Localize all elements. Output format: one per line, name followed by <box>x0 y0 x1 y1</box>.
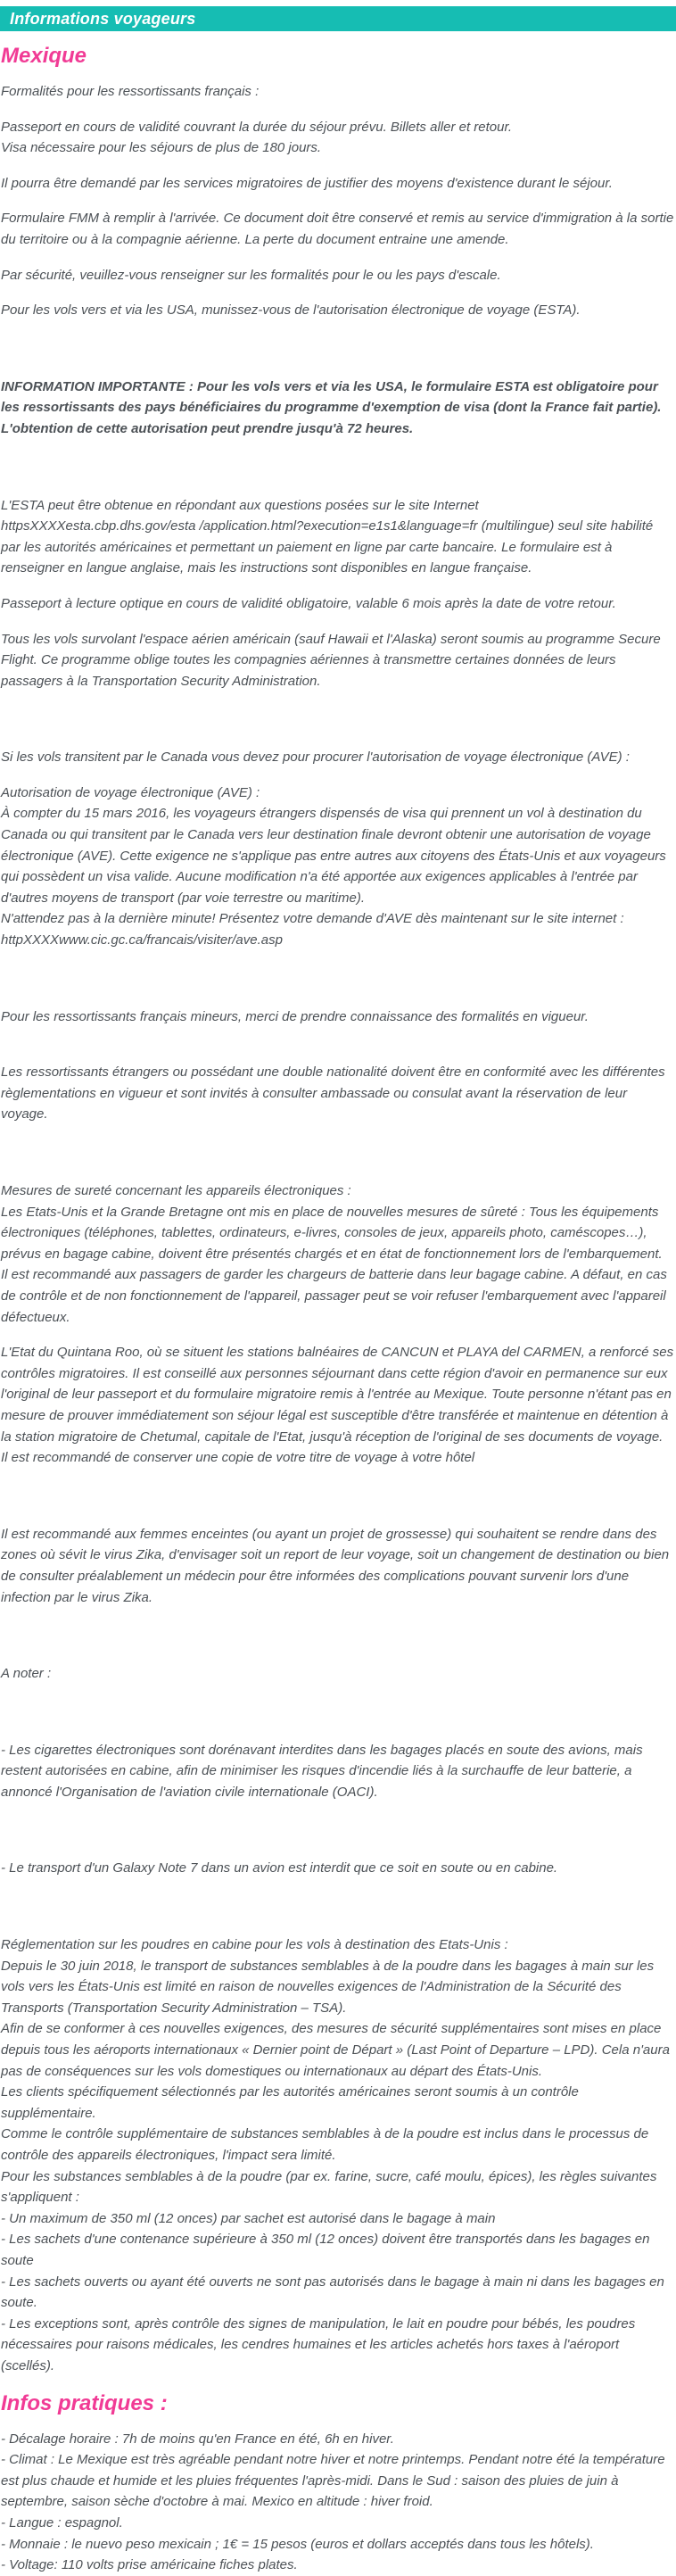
text-line: Pour les substances semblables à de la poudre (par ex. farine, sucre, café moulu, épices), les règles suivantes s'appliquent : <box>1 2168 657 2206</box>
text-line: Pour les ressortissants français mineurs, merci de prendre connaissance des formalités en vigueur. <box>1 1008 589 1024</box>
text-line: - Climat : Le Mexique est très agréable pendant notre hiver et notre printemps. Pendant notre été la température est plus chaude et humide et les pluies fréquentes l'après-midi. Dans le Sud : saison des pluies de juin à septembre, saison sèche d'octobre à mai. Mexico en altitude : hiver froid. <box>1 2452 665 2510</box>
paragraph-spacer <box>1 1483 674 1503</box>
paragraph <box>1 1934 674 2376</box>
text-line: - Un maximum de 350 ml (12 onces) par sachet est autorisé dans le bagage à main <box>1 2210 496 2226</box>
paragraph-spacer <box>1 965 674 986</box>
text-line: N'attendez pas à la dernière minute! Présentez votre demande d'AVE dès maintenant sur le site internet : httpXXXXwww.cic.gc.ca/francais/visiter/ave.asp <box>1 911 624 948</box>
text-line: Comme le contrôle supplémentaire de substances semblables à de la poudre est inclus dans le processus de contrôle des appareils électroniques, l'impact sera limité. <box>1 2126 649 2163</box>
text-line: - Les sachets ouverts ou ayant été ouverts ne sont pas autorisés dans le bagage à main ni dans les bagages en soute. <box>1 2274 664 2311</box>
paragraph-spacer <box>1 356 674 377</box>
paragraph-spacer <box>1 1914 674 1934</box>
text-line: Il est recommandé de conserver une copie de votre titre de voyage à votre hôtel <box>1 1450 475 1466</box>
text-line: - Les cigarettes électroniques sont dorénavant interdites dans les bagages placés en soute des avions, mais restent autorisées en cabine, afin de minimiser les risques d'incendie liés à la surchauffe de leur batterie, a annoncé l'Organisation de l'aviation civile internationale (OACI). <box>1 1742 643 1800</box>
paragraph <box>1 117 674 159</box>
text-line: Formulaire FMM à remplir à l'arrivée. Ce document doit être conservé et remis au service d'immigration à la sortie du territoire ou à la compagnie aérienne. La perte du document entraine une amende. <box>1 211 674 247</box>
text-line: L'ESTA peut être obtenue en répondant aux questions posées sur le site Internet httpsXXXXesta.cbp.dhs.gov/esta /application.html?execution=e1s1&language=fr (multilingue) seul site habilité par les autorités américaines et permettant un paiement en ligne par carte bancaire. Le formulaire est à renseigner en langue anglaise, mais les instructions sont disponibles en langue française. <box>1 497 654 576</box>
paragraph <box>1 2429 674 2576</box>
paragraph-spacer <box>1 1893 674 1914</box>
paragraph-spacer <box>1 335 674 356</box>
paragraph <box>1 747 674 768</box>
paragraph-spacer <box>1 1139 674 1160</box>
text-line: Les clients spécifiquement sélectionnés par les autorités américaines seront soumis à un contrôle supplémentaire. <box>1 2084 579 2121</box>
text-line: Mesures de sureté concernant les appareils électroniques : <box>1 1183 351 1198</box>
paragraph-spacer <box>1 1160 674 1180</box>
text-line: Passeport à lecture optique en cours de validité obligatoire, valable 6 mois après la date de votre retour. <box>1 595 616 611</box>
page-title: Informations voyageurs <box>10 9 196 28</box>
paragraph <box>1 1524 674 1608</box>
text-line: Autorisation de voyage électronique (AVE) : <box>1 784 260 800</box>
paragraph <box>1 81 674 103</box>
paragraph <box>1 1342 674 1469</box>
paragraph <box>1 208 674 250</box>
paragraph <box>1 1062 674 1125</box>
text-line: - Monnaie : le nuevo peso mexicain ; 1€ = 15 pesos (euros et dollars acceptés dans tous les hôtels). <box>1 2536 594 2552</box>
paragraph-spacer <box>1 706 674 726</box>
text-line: Visa nécessaire pour les séjours de plus de 180 jours. <box>1 140 322 156</box>
paragraph <box>1 1180 674 1328</box>
paragraph <box>1 1006 674 1028</box>
content-area <box>0 31 676 2576</box>
paragraph <box>1 783 674 951</box>
text-line: Par sécurité, veuillez-vous renseigner sur les formalités pour le ou les pays d'escale. <box>1 267 501 283</box>
paragraph-spacer <box>1 1643 674 1663</box>
text-line: Depuis le 30 juin 2018, le transport de substances semblables à de la poudre dans les bagages à main sur les vols vers les États-Unis est limité en raison de nouvelles exigences de l'Administration de la Sécurité des Transports (Transportation Security Administration – TSA). <box>1 1958 655 2016</box>
text-line: Si les vols transitent par le Canada vous devez pour procurer l'autorisation de voyage électronique (AVE) : <box>1 750 630 766</box>
text-line: Pour les vols vers et via les USA, munissez-vous de l'autorisation électronique de voyage (ESTA). <box>1 302 581 319</box>
section-heading: Infos pratiques : <box>1 2390 168 2415</box>
text-line: À compter du 15 mars 2016, les voyageurs étrangers dispensés de visa qui prennent un vol à destination du Canada ou qui transitent par le Canada vers leur destination finale devront obtenir une autorisation de voyage électronique (AVE). Cette exigence ne s'applique pas entre autres aux citoyens des États-Unis et aux voyageurs qui possèdent un visa valide. Aucune modification n'a été apportée aux exigences applicables à l'entrée par d'autres moyens de transport (par voie terrestre ou maritime). <box>1 806 666 906</box>
text-line: Tous les vols survolant l'espace aérien américain (sauf Hawaii et l'Alaska) seront soumis au programme Secure Flight. Ce programme oblige toutes les compagnies aériennes à transmettre certaines données de leurs passagers à la Transportation Security Administration. <box>1 631 661 689</box>
text-line: A noter : <box>1 1666 52 1682</box>
paragraph <box>1 1740 674 1803</box>
text-line: Il est recommandé aux passagers de garder les chargeurs de batterie dans leur bagage cabine. A défaut, en cas de contrôle et de non fonctionnement de l'appareil, passager peut se voir refuser l'embarquement avec l'appareil défectueux. <box>1 1267 667 1325</box>
text-line: - Langue : espagnol. <box>1 2514 123 2530</box>
paragraph <box>1 495 674 579</box>
text-line: - Les sachets d'une contenance supérieure à 350 ml (12 onces) doivent être transportés dans les bagages en soute <box>1 2232 650 2268</box>
text-line: L'Etat du Quintana Roo, où se situent les stations balnéaires de CANCUN et PLAYA del CARMEN, a renforcé ses contrôles migratoires. Il est conseillé aux personnes séjournant dans cette région d'avoir en permanence sur eux l'original de leur passeport et du formulaire migratoire remis à l'entrée au Mexique. Toute personne n'étant pas en mesure de prouver immédiatement son séjour légal est susceptible d'être transférée et maintenue en détention à la station migratoire de Chetumal, capitale de l'Etat, jusqu'à réception de l'original de ses documents de voyage. <box>1 1345 674 1445</box>
paragraph-spacer <box>1 1837 674 1858</box>
section-heading: Mexique <box>1 44 87 68</box>
page-title-bar <box>0 6 676 31</box>
paragraph <box>1 1663 674 1685</box>
paragraph <box>1 629 674 692</box>
paragraph-spacer <box>1 986 674 1006</box>
text-line: Les Etats-Unis et la Grande Bretagne ont mis en place de nouvelles mesures de sûreté : Tous les équipements électroniques (téléphones, tablettes, ordinateurs, e-livres, consoles de jeux, appareils photo, caméscopes…), prévus en bagage cabine, doivent être présentés chargés et en état de fonctionnement lors de l'embarquement. <box>1 1204 663 1262</box>
paragraph-spacer <box>1 1622 674 1643</box>
paragraph-spacer <box>1 1041 674 1062</box>
paragraph <box>1 173 674 195</box>
text-line: - Voltage: 110 volts prise américaine fiches plates. <box>1 2557 298 2573</box>
paragraph-spacer <box>1 454 674 475</box>
paragraph-spacer <box>1 1503 674 1524</box>
paragraph <box>1 1858 674 1879</box>
paragraph-spacer <box>1 1817 674 1837</box>
text-line: Afin de se conformer à ces nouvelles exigences, des mesures de sécurité supplémentaires sont mises en place depuis tous les aéroports internationaux « Dernier point de Départ » (Last Point of Departure – LPD). Cela n'aura pas de conséquences sur les vols domestiques ou internationaux au départ des États-Unis. <box>1 2021 670 2079</box>
important-paragraph <box>1 377 674 440</box>
paragraph <box>1 265 674 286</box>
paragraph-spacer <box>1 1719 674 1740</box>
text-line: - Les exceptions sont, après contrôle des signes de manipulation, le lait en poudre pour bébés, les poudres nécessaires pour raisons médicales, les cendres humaines et les articles achetés hors taxes à l'aéroport (scellés). <box>1 2315 636 2373</box>
text-line: - Décalage horaire : 7h de moins qu'en France en été, 6h en hiver. <box>1 2431 394 2447</box>
paragraph-spacer <box>1 1699 674 1719</box>
paragraph <box>1 593 674 615</box>
text-line: INFORMATION IMPORTANTE : Pour les vols vers et via les USA, le formulaire ESTA est obligatoire pour les ressortissants des pays bénéficiaires du programme d'exemption de visa (dont la France fait partie). L'obtention de cette autorisation peut prendre jusqu'à 72 heures. <box>1 378 662 436</box>
text-line: Réglementation sur les poudres en cabine pour les vols à destination des Etats-Unis : <box>1 1937 508 1953</box>
text-line: Formalités pour les ressortissants français : <box>1 84 260 99</box>
paragraph-spacer <box>1 726 674 747</box>
text-line: Il est recommandé aux femmes enceintes (ou ayant un projet de grossesse) qui souhaitent se rendre dans des zones où sévit le virus Zika, d'envisager soit un report de leur voyage, soit un changement de destination ou bien de consulter préalablement un médecin pour être informées des complications pouvant survenir lors d'une infection par le virus Zika. <box>1 1526 670 1605</box>
paragraph <box>1 300 674 321</box>
text-line: Passeport en cours de validité couvrant la durée du séjour prévu. Billets aller et retour. <box>1 119 513 135</box>
paragraph-spacer <box>1 475 674 495</box>
text-line: Les ressortissants étrangers ou possédant une double nationalité doivent être en conformité avec les différentes règlementations en vigueur et sont invités à consulter ambassade ou consulat avant la réservation de leur voyage. <box>1 1064 665 1122</box>
text-line: Il pourra être demandé par les services migratoires de justifier des moyens d'existence durant le séjour. <box>1 175 613 191</box>
text-line: - Le transport d'un Galaxy Note 7 dans un avion est interdit que ce soit en soute ou en cabine. <box>1 1860 558 1876</box>
